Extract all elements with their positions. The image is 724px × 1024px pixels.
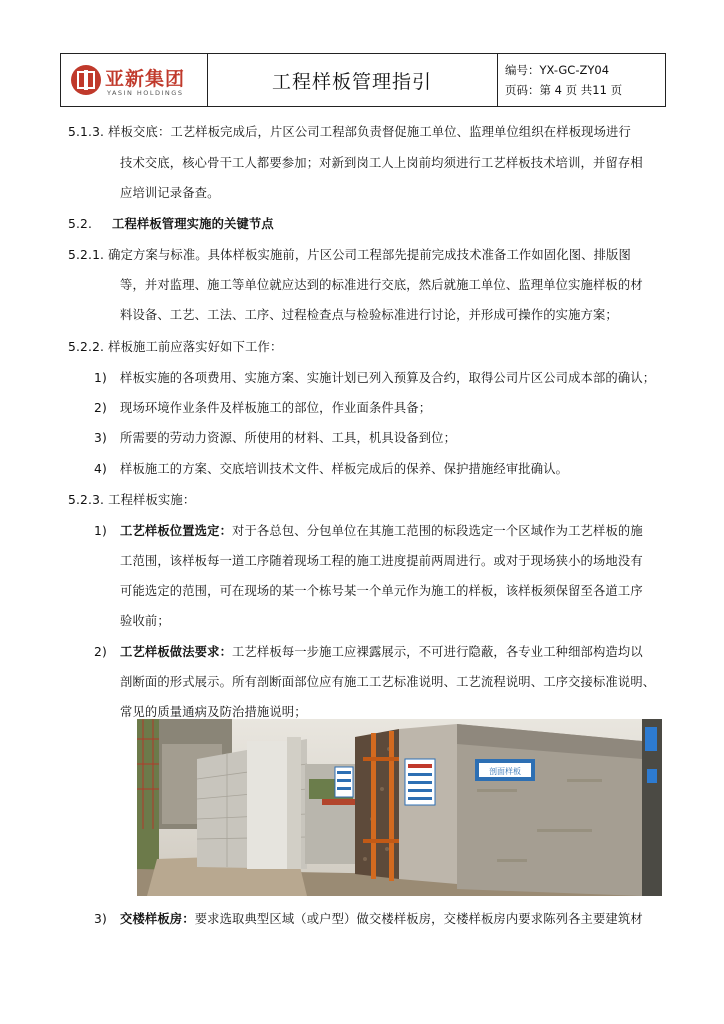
list-item-bold-lead: 交楼样板房： bbox=[120, 912, 195, 926]
list-item-bold-lead: 工艺样板位置选定： bbox=[120, 524, 233, 538]
paragraph-line: 5.1.3. 样板交底：工艺样板完成后，片区公司工程部负责督促施工单位、监理单位组织在样板现场进行 bbox=[68, 125, 631, 139]
company-name-en: YASIN HOLDINGS bbox=[107, 89, 184, 97]
construction-sample-photo bbox=[137, 719, 662, 896]
list-item-first-line bbox=[120, 644, 643, 660]
list-item-bold-lead: 工艺样板做法要求： bbox=[120, 645, 233, 659]
list-number: 3) bbox=[94, 431, 107, 445]
paragraph-line: 料设备、工艺、工法、工序、过程检查点与检验标准进行讨论，并形成可操作的实施方案； bbox=[120, 308, 618, 322]
list-item-text: 对于各总包、分包单位在其施工范围的标段选定一个区域作为工艺样板的施 bbox=[232, 524, 643, 538]
photo-sign-label: 剖面样板 bbox=[489, 767, 521, 776]
page-number: 页码：第 4 页 共11 页 bbox=[505, 83, 623, 97]
list-item: 所需要的劳动力资源、所使用的材料、工具，机具设备到位； bbox=[120, 431, 457, 445]
list-item-text: 工艺样板每一步施工应裸露展示，不可进行隐蔽，各专业工种细部构造均以 bbox=[232, 645, 643, 659]
paragraph-line: 常见的质量通病及防治措施说明； bbox=[120, 705, 307, 719]
list-number: 1) bbox=[94, 371, 107, 385]
paragraph-line: 可能选定的范围，可在现场的某一个栋号某一个单元作为施工的样板，该样板须保留至各道工序 bbox=[120, 584, 643, 598]
paragraph-line: 工范围，该样板每一道工序随着现场工程的施工进度提前两周进行。或对于现场狭小的场地没有 bbox=[120, 554, 643, 568]
list-item-first-line bbox=[120, 911, 643, 927]
document-title: 工程样板管理指引 bbox=[271, 71, 432, 93]
paragraph-line: 5.2.1. 确定方案与标准。具体样板实施前，片区公司工程部先提前完成技术准备工作如固化图、排版图 bbox=[68, 248, 631, 262]
paragraph-line: 5.2.3. 工程样板实施： bbox=[68, 493, 196, 507]
list-number: 1) bbox=[94, 524, 107, 538]
list-number: 2) bbox=[94, 401, 107, 415]
section-number: 5.2. bbox=[68, 217, 93, 231]
list-item-text: 要求选取典型区域（或户型）做交楼样板房，交楼样板房内要求陈列各主要建筑材 bbox=[194, 912, 643, 926]
paragraph-line: 验收前； bbox=[120, 614, 170, 628]
document-header bbox=[60, 53, 666, 107]
list-item: 样板实施的各项费用、实施方案、实施计划已列入预算及合约，取得公司片区公司成本部的确认； bbox=[120, 371, 656, 385]
paragraph-line: 5.2.2. 样板施工前应落实好如下工作： bbox=[68, 340, 283, 354]
company-name-cn: 亚新集团 bbox=[105, 68, 186, 90]
paragraph-line: 应培训记录备查。 bbox=[120, 186, 220, 200]
paragraph-line: 等，并对监理、施工等单位就应达到的标准进行交底，然后就施工单位、监理单位实施样板的材 bbox=[120, 278, 643, 292]
list-number: 4) bbox=[94, 462, 107, 476]
list-number: 3) bbox=[94, 912, 107, 926]
paragraph-line: 剖断面的形式展示。所有剖断面部位应有施工工艺标准说明、工艺流程说明、工序交接标准说明、 bbox=[120, 675, 656, 689]
list-number: 2) bbox=[94, 645, 107, 659]
header-title-cell bbox=[207, 54, 498, 106]
company-logo-icon bbox=[71, 65, 101, 95]
header-logo-cell bbox=[61, 54, 208, 106]
paragraph-line: 技术交底，核心骨干工人都要参加；对新到岗工人上岗前均须进行工艺样板技术培训，并留存相 bbox=[120, 156, 643, 170]
list-item: 现场环境作业条件及样板施工的部位，作业面条件具备； bbox=[120, 401, 432, 415]
list-item-first-line bbox=[120, 523, 643, 539]
section-heading: 工程样板管理实施的关键节点 bbox=[112, 217, 274, 231]
header-meta-cell bbox=[497, 54, 665, 106]
list-item: 样板施工的方案、交底培训技术文件、样板完成后的保养、保护措施经审批确认。 bbox=[120, 462, 569, 476]
document-code: 编号：YX-GC-ZY04 bbox=[505, 63, 610, 77]
